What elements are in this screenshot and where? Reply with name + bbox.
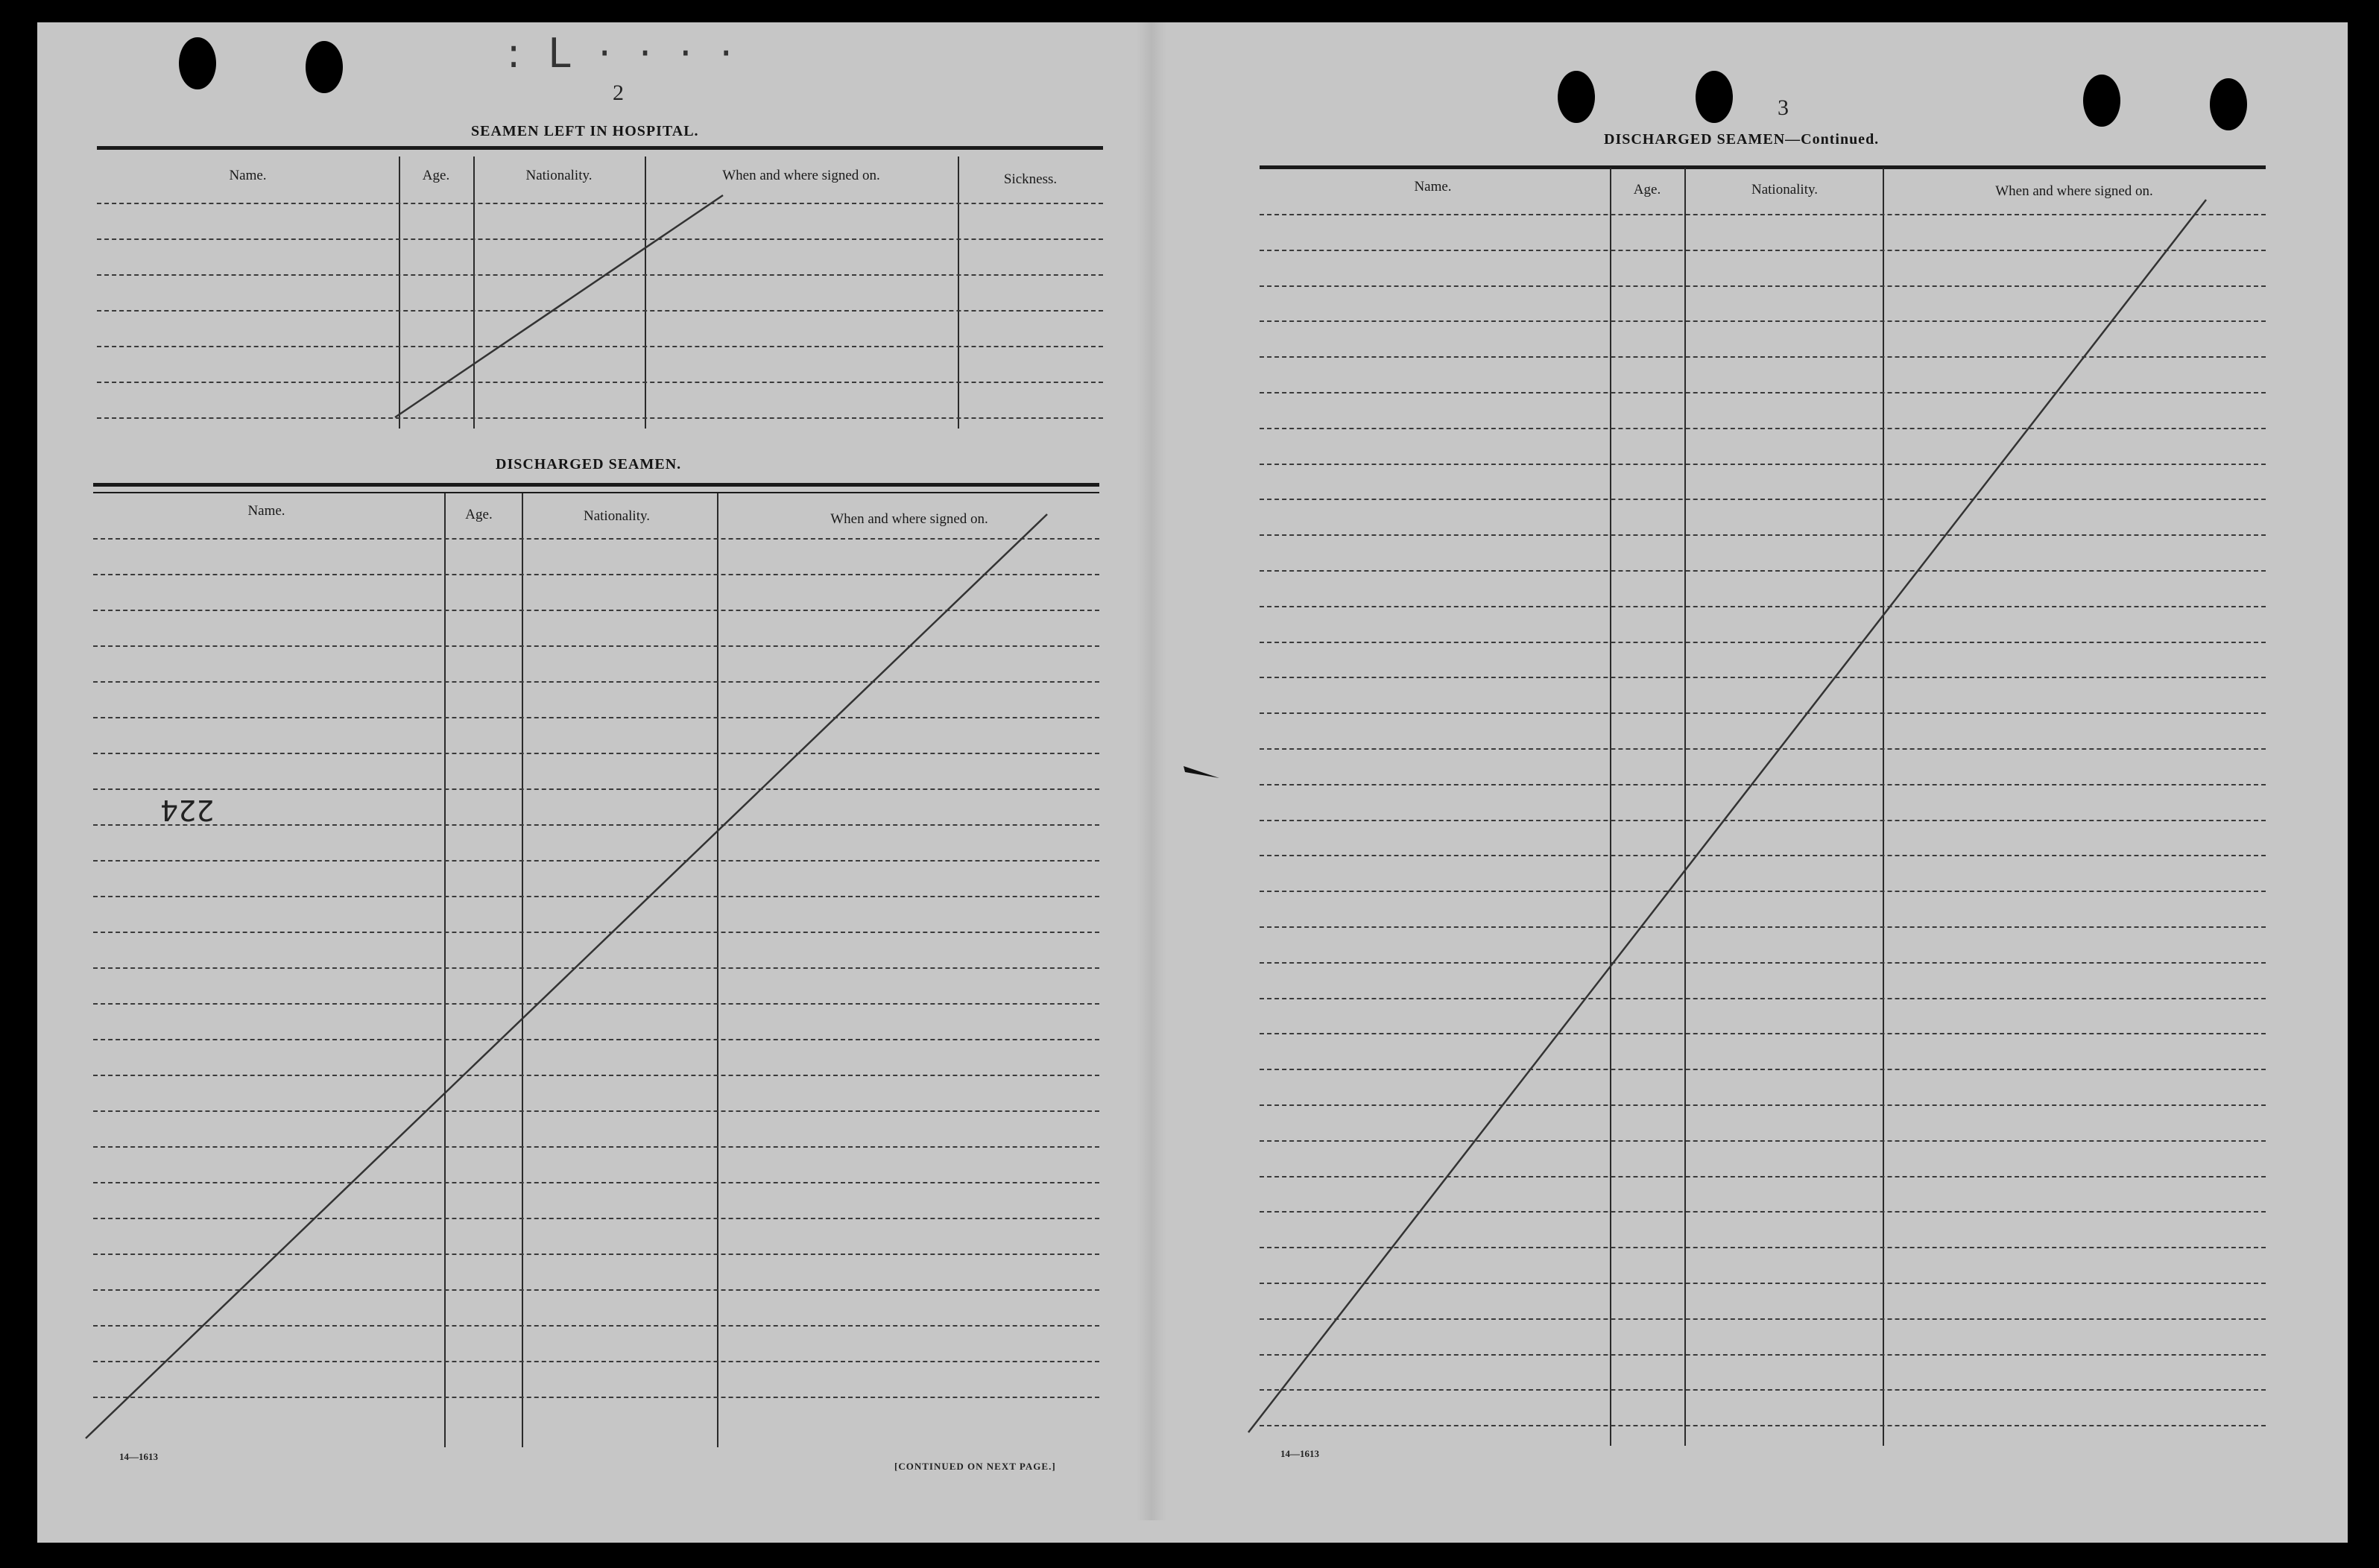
discharged-cont-col-nationality: Nationality. — [1751, 182, 1818, 197]
hospital-strike-line — [395, 195, 723, 417]
discharged-cont-caption: DISCHARGED SEAMEN—Continued. — [1604, 131, 1880, 148]
discharged-cont-col-name: Name. — [1414, 179, 1452, 195]
hospital-col-sickness: Sickness. — [1003, 171, 1058, 187]
continued-note: [CONTINUED ON NEXT PAGE.] — [894, 1461, 1056, 1472]
hospital-col-age: Age. — [422, 168, 450, 183]
form-code-right: 14—1613 — [1280, 1448, 1319, 1459]
form-code-left: 14—1613 — [119, 1451, 158, 1462]
hospital-col-nationality: Nationality. — [525, 168, 593, 183]
discharged-col-nationality: Nationality. — [584, 508, 650, 524]
discharged-cont-strike-line — [1248, 200, 2206, 1432]
handwritten-number: 224 — [160, 794, 215, 826]
discharged-col-name: Name. — [247, 503, 285, 519]
page-number-left: 2 — [613, 80, 624, 105]
discharged-cont-col-age: Age. — [1633, 182, 1661, 197]
fold-tear-mark — [1184, 766, 1219, 778]
hospital-caption: SEAMEN LEFT IN HOSPITAL. — [471, 123, 699, 139]
discharged-cont-col-signed-on: When and where signed on. — [1995, 183, 2153, 199]
discharged-col-signed-on: When and where signed on. — [830, 511, 988, 527]
discharged-caption: DISCHARGED SEAMEN. — [496, 456, 682, 472]
discharged-col-age: Age. — [465, 507, 493, 522]
discharged-strike-line — [86, 514, 1047, 1438]
hospital-col-name: Name. — [229, 168, 267, 183]
bleed-through-mark: : L · · · · — [507, 30, 740, 77]
page-number-right: 3 — [1778, 95, 1789, 120]
hospital-col-signed-on: When and where signed on. — [722, 168, 880, 183]
